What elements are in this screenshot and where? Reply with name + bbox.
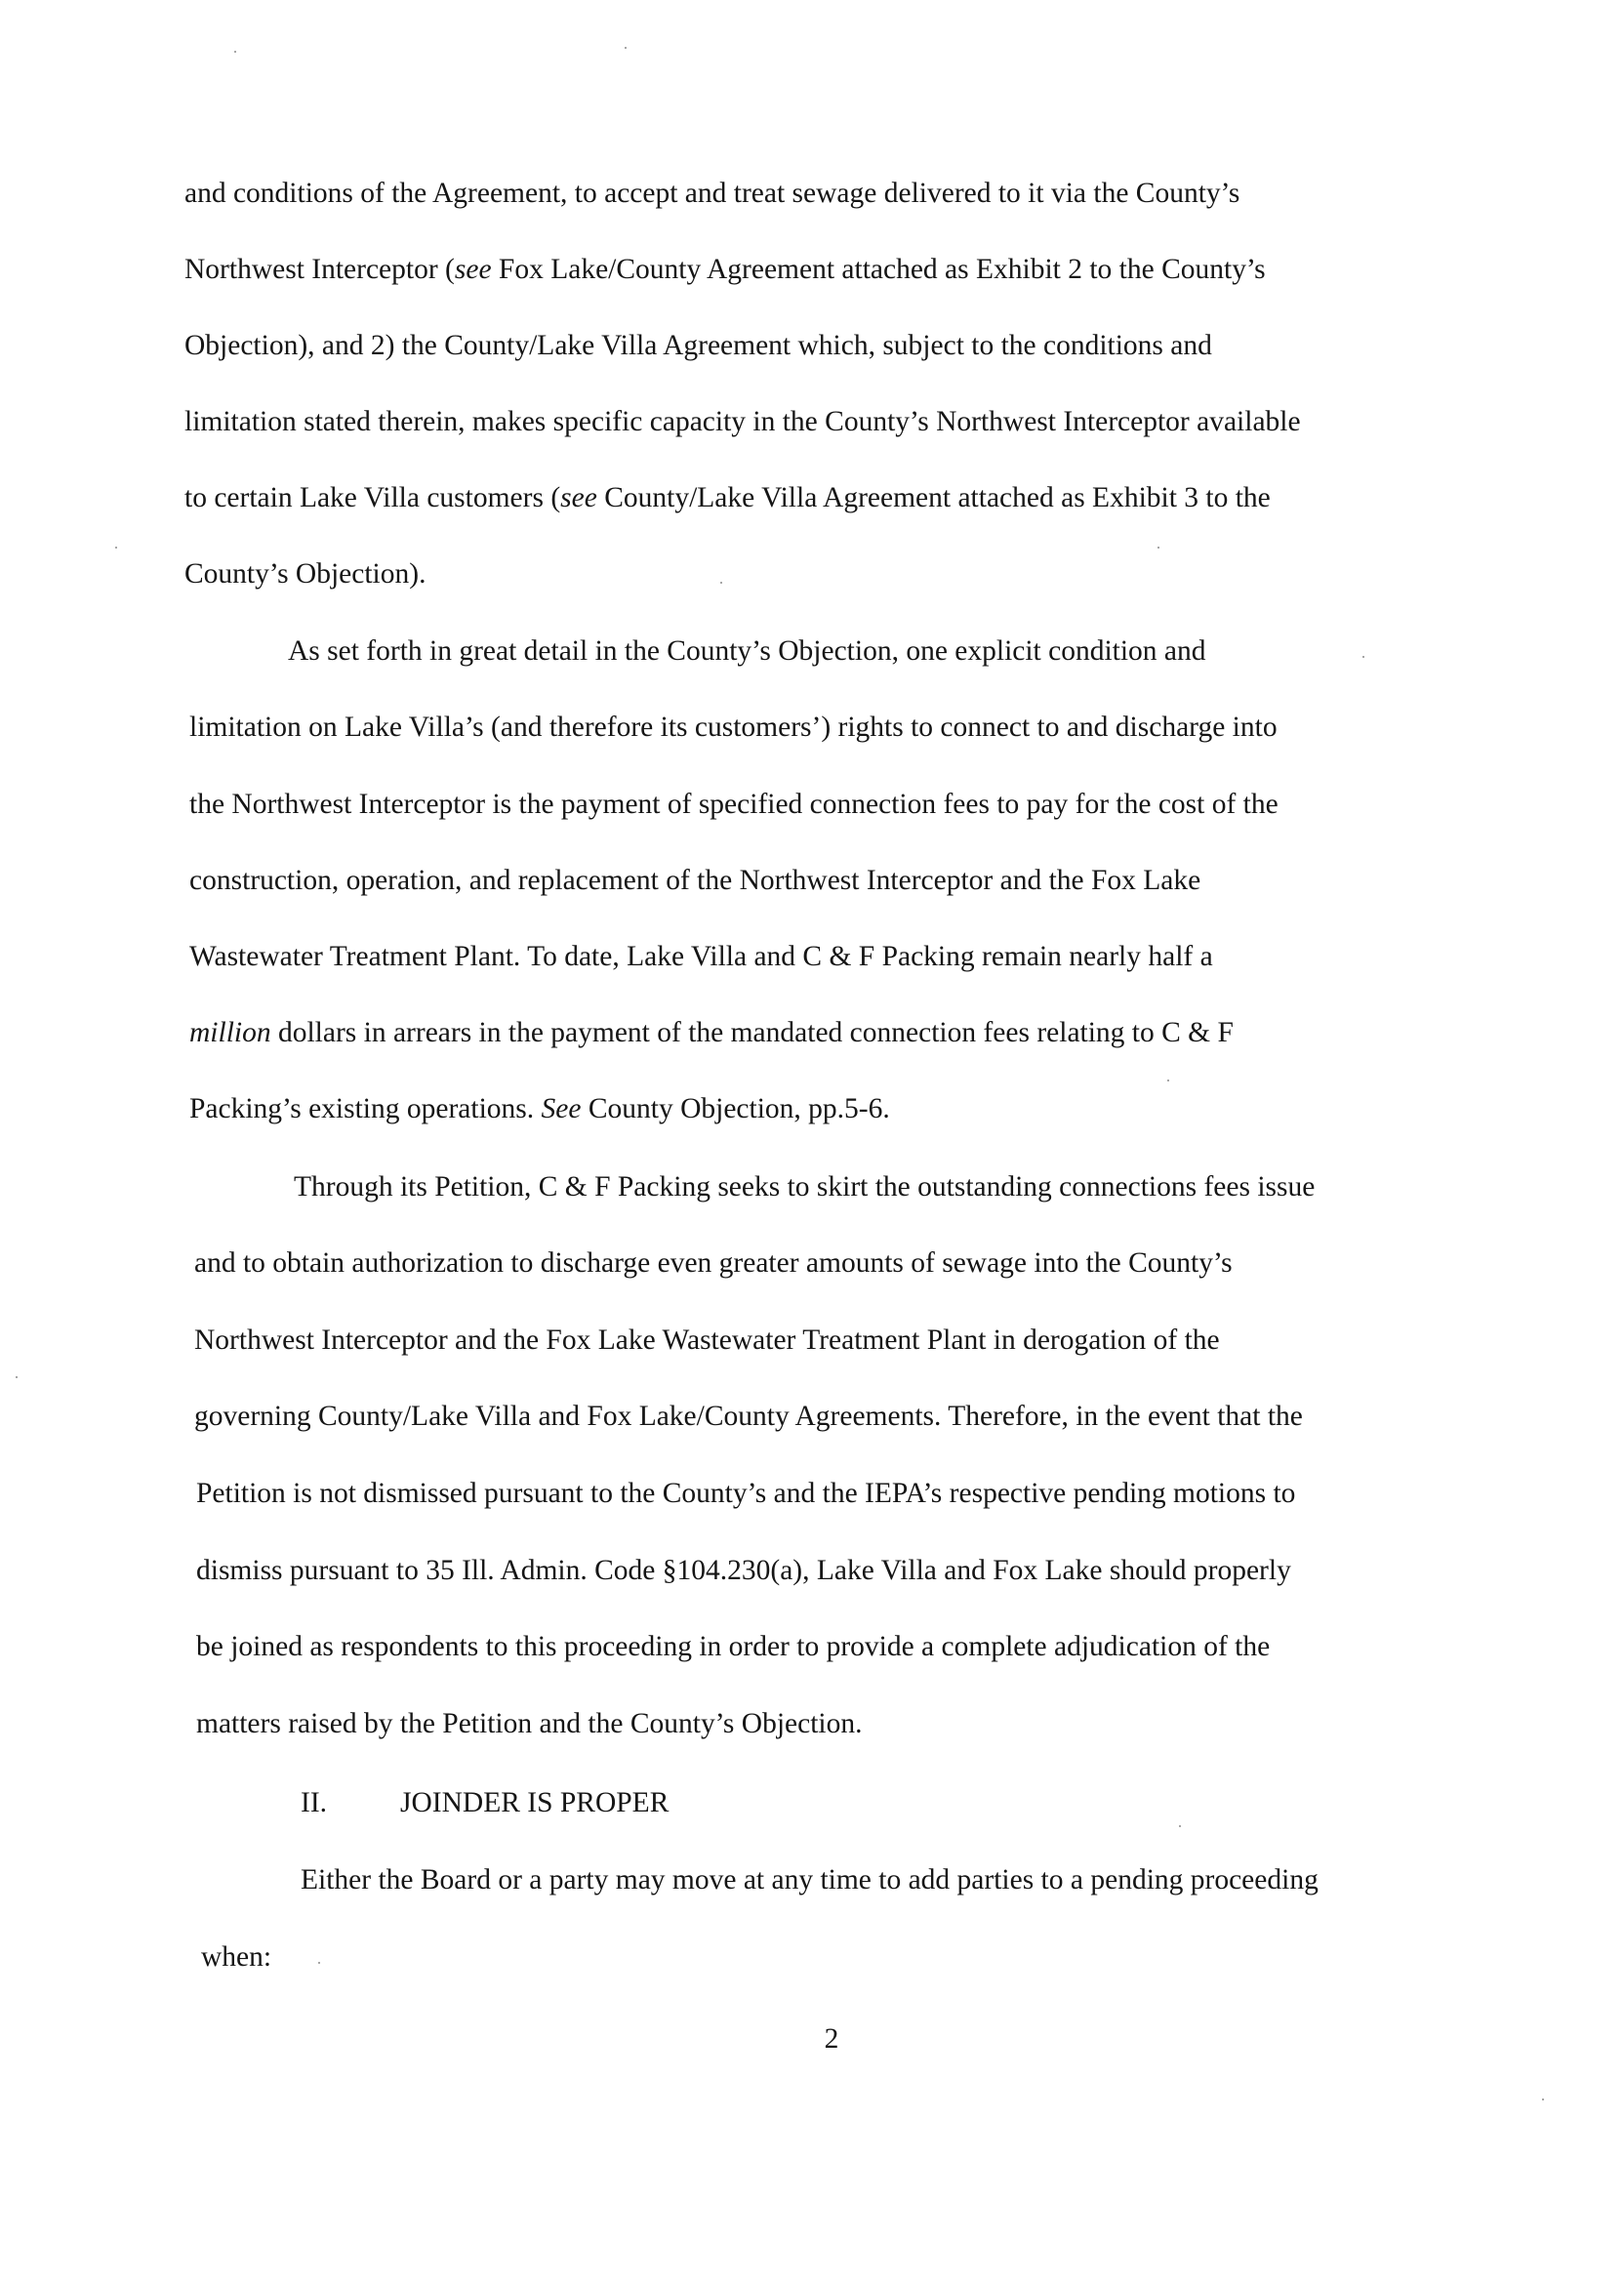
page-number: 2 — [824, 2023, 839, 2055]
paragraph-3-line-2: and to obtain authorization to discharge even greater amounts of sewage into the County’s — [194, 1247, 1233, 1279]
scan-speck — [1157, 547, 1159, 549]
paragraph-2-line-5: Wastewater Treatment Plant. To date, Lake Villa and C & F Packing remain nearly half a — [189, 941, 1213, 972]
paragraph-2-line-7: Packing’s existing operations. See County Objection, pp.5-6. — [189, 1093, 890, 1124]
paragraph-2-line-4: construction, operation, and replacement of the Northwest Interceptor and the Fox Lake — [189, 865, 1201, 896]
scan-speck — [1179, 1825, 1181, 1827]
paragraph-2-line-3: the Northwest Interceptor is the payment of specified connection fees to pay for the cost of the — [189, 789, 1279, 820]
section-title: JOINDER IS PROPER — [400, 1787, 670, 1818]
scan-speck — [1542, 2099, 1544, 2100]
paragraph-3-line-4: governing County/Lake Villa and Fox Lake/County Agreements. Therefore, in the event that the — [194, 1401, 1303, 1432]
scan-speck — [1362, 656, 1364, 658]
scan-speck — [115, 547, 117, 549]
paragraph-3-line-6: dismiss pursuant to 35 Ill. Admin. Code §104.230(a), Lake Villa and Fox Lake should properly — [196, 1555, 1291, 1586]
paragraph-2-line-6: million dollars in arrears in the payment of the mandated connection fees relating to C & F — [189, 1017, 1234, 1048]
paragraph-1-line-2: Northwest Interceptor (see Fox Lake/County Agreement attached as Exhibit 2 to the County’s — [184, 254, 1266, 285]
paragraph-3-line-7: be joined as respondents to this proceeding in order to provide a complete adjudication of the — [196, 1631, 1271, 1662]
paragraph-1-line-5: to certain Lake Villa customers (see County/Lake Villa Agreement attached as Exhibit 3 to the — [184, 482, 1271, 513]
scan-speck — [234, 51, 236, 53]
paragraph-1-line-4: limitation stated therein, makes specific capacity in the County’s Northwest Interceptor available — [184, 406, 1301, 437]
scan-speck — [318, 1962, 320, 1964]
paragraph-1-line-3: Objection), and 2) the County/Lake Villa Agreement which, subject to the conditions and — [184, 330, 1212, 361]
paragraph-4-line-1: Either the Board or a party may move at any time to add parties to a pending proceeding — [301, 1864, 1319, 1895]
paragraph-1-line-1: and conditions of the Agreement, to accept and treat sewage delivered to it via the County’s — [184, 178, 1240, 209]
paragraph-3-line-1: Through its Petition, C & F Packing seeks to skirt the outstanding connections fees issue — [294, 1171, 1316, 1202]
paragraph-1-line-6: County’s Objection). — [184, 558, 426, 590]
scan-speck — [16, 1376, 18, 1378]
paragraph-2-line-1: As set forth in great detail in the County’s Objection, one explicit condition and — [288, 635, 1206, 667]
paragraph-2-line-2: limitation on Lake Villa’s (and therefore its customers’) rights to connect to and discharge into — [189, 712, 1278, 743]
scan-speck — [720, 582, 722, 584]
paragraph-3-line-8: matters raised by the Petition and the County’s Objection. — [196, 1708, 863, 1739]
paragraph-3-line-3: Northwest Interceptor and the Fox Lake Wastewater Treatment Plant in derogation of the — [194, 1324, 1220, 1356]
paragraph-4-line-2: when: — [201, 1941, 272, 1973]
scan-speck — [625, 47, 627, 49]
paragraph-3-line-5: Petition is not dismissed pursuant to the County’s and the IEPA’s respective pending motions to — [196, 1478, 1296, 1509]
section-number: II. — [301, 1787, 328, 1818]
scan-speck — [1167, 1080, 1169, 1081]
